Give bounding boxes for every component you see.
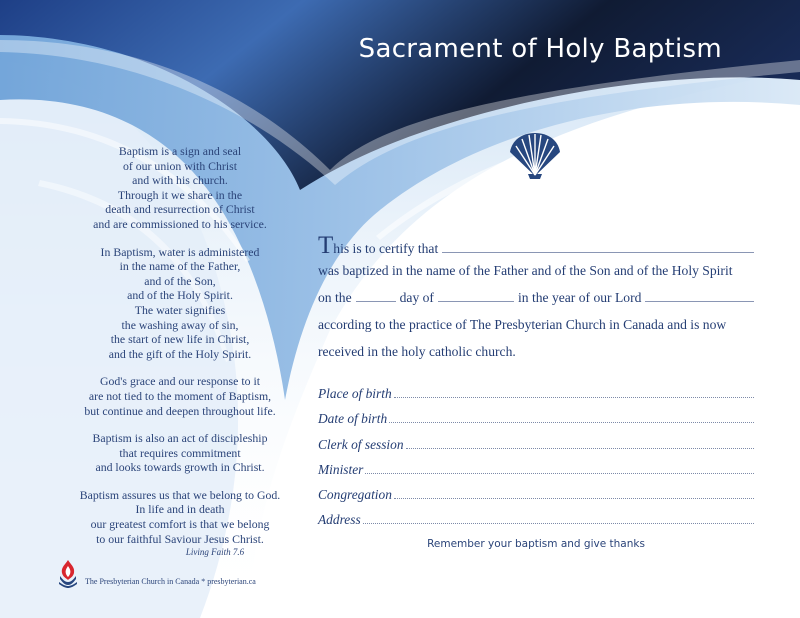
- text-line: The water signifies: [134, 302, 226, 317]
- text-line: that requires commitment: [119, 445, 241, 460]
- address-field[interactable]: [363, 514, 754, 524]
- text-line: the start of new life in Christ,: [110, 332, 250, 347]
- paragraph-grace: [45, 374, 315, 418]
- received-line: [318, 344, 758, 371]
- text-line: and looks towards growth in Christ.: [95, 460, 265, 475]
- field-label: Congregation: [318, 487, 392, 503]
- month-blank[interactable]: [438, 291, 514, 302]
- organization-name: The Presbyterian Church in Canada * presbyterian.ca: [85, 577, 256, 586]
- text-line: Baptism assures us that we belong to God.: [79, 487, 281, 502]
- field-label: Date of birth: [318, 411, 388, 427]
- text-line: In Baptism, water is administered: [100, 244, 260, 259]
- paragraph-sign-and-seal: [45, 144, 315, 232]
- on-the-text: on the: [318, 290, 352, 305]
- practice-text: according to the practice of The Presbyterian Church in Canada and is now: [318, 317, 727, 332]
- text-line: In life and in death: [135, 502, 225, 517]
- citation: Living Faith 7.6: [185, 547, 245, 558]
- name-blank[interactable]: [442, 242, 754, 253]
- received-text: received in the holy catholic church.: [318, 344, 516, 359]
- text-line: and with his church.: [132, 173, 228, 188]
- text-line: to our faithful Saviour Jesus Christ.: [96, 531, 264, 546]
- field-minister: [318, 462, 754, 487]
- certify-text: his is to certify that: [333, 241, 439, 256]
- field-place-of-birth: [318, 386, 754, 411]
- text-line: are not tied to the moment of Baptism,: [88, 388, 272, 403]
- congregation-field[interactable]: [394, 489, 754, 499]
- text-line: our greatest comfort is that we belong: [90, 517, 270, 532]
- paragraph-discipleship: [45, 431, 315, 475]
- field-date-of-birth: [318, 411, 754, 436]
- field-label: Minister: [318, 461, 364, 477]
- text-line: and the gift of the Holy Spirit.: [108, 346, 252, 361]
- baptized-text: was baptized in the name of the Father and of the Son and of the Holy Spirit: [318, 263, 733, 278]
- text-line: but continue and deepen throughout life.: [84, 403, 276, 418]
- footer-organization: [57, 558, 256, 588]
- baptism-text-column: [45, 144, 315, 558]
- certificate-text: [318, 232, 758, 371]
- text-line: and of the Son,: [144, 273, 216, 288]
- text-line: Through it we share in the: [117, 187, 243, 202]
- day-blank[interactable]: [356, 291, 396, 302]
- field-label: Place of birth: [318, 386, 392, 401]
- text-line: and are commissioned to his service.: [93, 216, 267, 231]
- field-label: Clerk of session: [318, 436, 404, 452]
- text-line: the washing away of sin,: [121, 317, 239, 332]
- field-clerk-of-session: [318, 437, 754, 462]
- practice-line: [318, 317, 758, 344]
- field-address: [318, 512, 754, 537]
- field-label: Address: [318, 512, 361, 528]
- baptized-line: [318, 263, 758, 290]
- remember-tagline: Remember your baptism and give thanks: [427, 538, 645, 550]
- scallop-shell-icon: [506, 130, 564, 180]
- certify-line: [318, 232, 758, 263]
- text-line: Baptism is a sign and seal: [118, 144, 242, 158]
- date-line: [318, 290, 758, 317]
- year-of-lord-text: in the year of our Lord: [517, 290, 642, 305]
- minister-field[interactable]: [365, 464, 754, 474]
- page-title: Sacrament of Holy Baptism: [358, 34, 722, 64]
- place-of-birth-field[interactable]: [394, 388, 754, 398]
- text-line: and of the Holy Spirit.: [127, 288, 233, 303]
- text-line: God's grace and our response to it: [99, 374, 261, 389]
- text-line: death and resurrection of Christ: [105, 202, 255, 217]
- field-congregation: [318, 487, 754, 512]
- detail-fields: [318, 386, 754, 538]
- year-blank[interactable]: [645, 291, 754, 302]
- day-of-text: day of: [399, 290, 434, 305]
- text-line: in the name of the Father,: [119, 259, 241, 274]
- text-line: Baptism is also an act of discipleship: [92, 431, 268, 446]
- paragraph-water: [45, 245, 315, 362]
- paragraph-assurance: [45, 488, 315, 558]
- clerk-of-session-field[interactable]: [406, 439, 754, 449]
- date-of-birth-field[interactable]: [389, 413, 754, 423]
- text-line: of our union with Christ: [122, 158, 238, 173]
- burning-bush-icon: [57, 558, 79, 588]
- drop-cap: T: [318, 232, 334, 259]
